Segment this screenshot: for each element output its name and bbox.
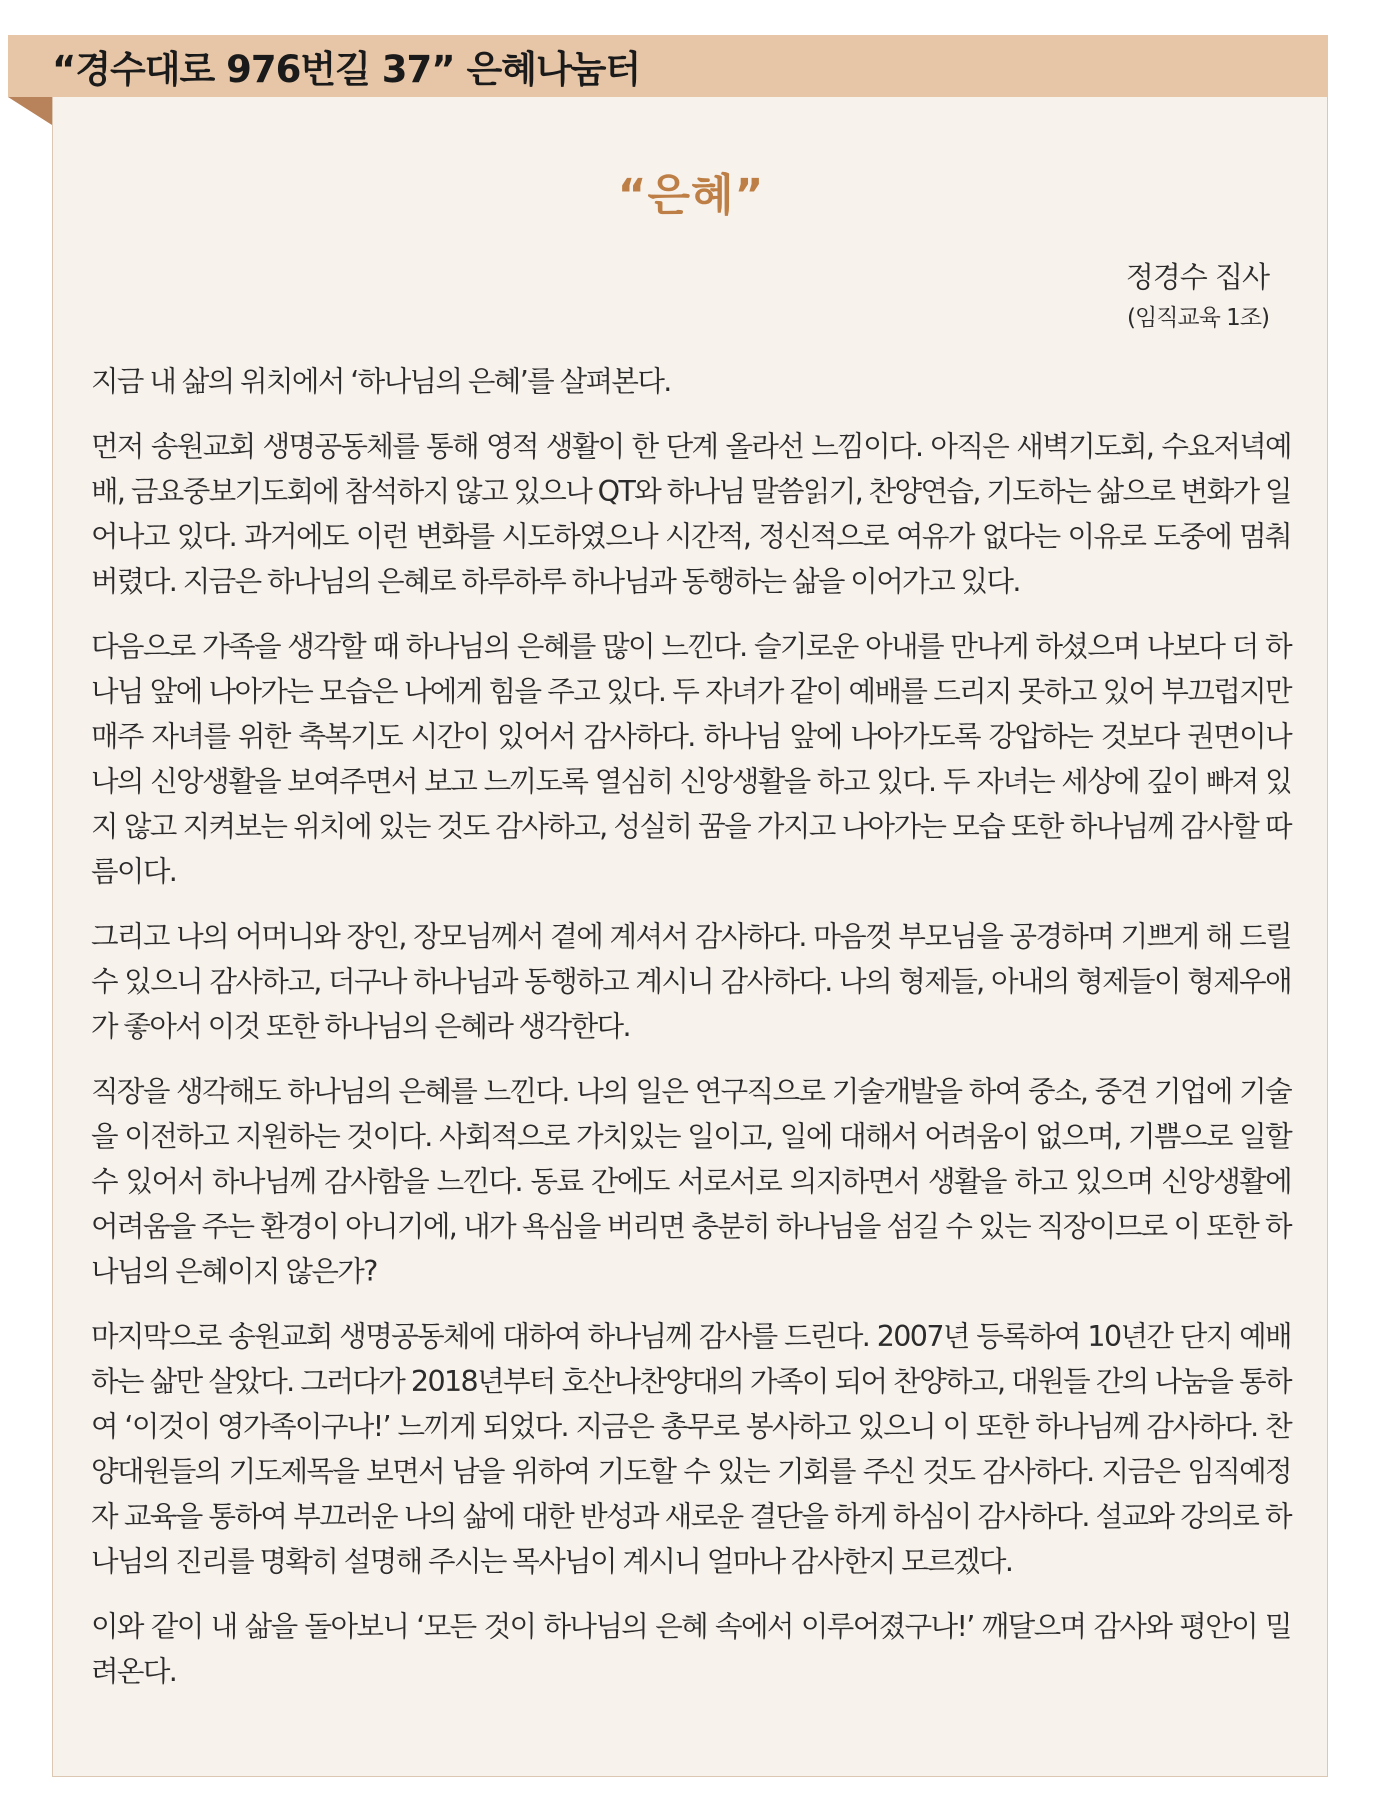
article-body [91,359,1291,1714]
paragraph: 지금 내 삶의 위치에서 ‘하나님의 은혜’를 살펴본다. [91,365,671,398]
author-note: (임직교육 1조) [1127,305,1269,331]
paragraph: 직장을 생각해도 하나님의 은혜를 느낀다. 나의 일은 연구직으로 기술개발을 하여 중소, 중견 기업에 기술을 이전하고 지원하는 것이다. 사회적으로 가치있는 일이고, 일에 대해서 어려움이 없으며, 기쁨으로 일할 수 있어서 하나님께 감사함을 느낀다. 동료 간에도 서로서로 의지하면서 생활을 하고 있으며 신앙생활에 어려움을 주는 환경이 아니기에, 내가 욕심을 버리면 충분히 하나님을 섬길 수 있는 직장이므로 이 또한 하나님의 은혜이지 않은가? [91,1075,1291,1288]
section-title: “경수대로 976번길 37” 은혜나눔터 [52,48,641,91]
article-title: “은혜” [617,170,765,221]
paragraph: 마지막으로 송원교회 생명공동체에 대하여 하나님께 감사를 드린다. 2007년 등록하여 10년간 단지 예배하는 삶만 살았다. 그러다가 2018년부터 호산나찬양대의 가족이 되어 찬양하고, 대원들 간의 나눔을 통하여 ‘이것이 영가족이구나!’ 느끼게 되었다. 지금은 총무로 봉사하고 있으니 이 또한 하나님께 감사하다. 찬양대원들의 기도제목을 보면서 남을 위하여 기도할 수 있는 기회를 주신 것도 감사하다. 지금은 임직예정자 교육을 통하여 부끄러운 나의 삶에 대한 반성과 새로운 결단을 하게 하심이 감사하다. 설교와 강의로 하나님의 진리를 명확히 설명해 주시는 목사님이 계시니 얼마나 감사한지 모르겠다. [91,1320,1291,1578]
paragraph: 이와 같이 내 삶을 돌아보니 ‘모든 것이 하나님의 은혜 속에서 이루어졌구나!’ 깨달으며 감사와 평안이 밀려온다. [91,1610,1291,1688]
banner-fold [8,97,52,125]
section-banner [8,35,1328,97]
paragraph: 그리고 나의 어머니와 장인, 장모님께서 곁에 계셔서 감사하다. 마음껏 부모님을 공경하며 기쁘게 해 드릴 수 있으니 감사하고, 더구나 하나님과 동행하고 계시니 감사하다. 나의 형제들, 아내의 형제들이 형제우애가 좋아서 이것 또한 하나님의 은혜라 생각한다. [91,920,1291,1043]
author-name: 정경수 집사 [1125,260,1269,294]
article-panel [52,97,1328,1777]
paragraph: 다음으로 가족을 생각할 때 하나님의 은혜를 많이 느낀다. 슬기로운 아내를 만나게 하셨으며 나보다 더 하나님 앞에 나아가는 모습은 나에게 힘을 주고 있다. 두 자녀가 같이 예배를 드리지 못하고 있어 부끄럽지만 매주 자녀를 위한 축복기도 시간이 있어서 감사하다. 하나님 앞에 나아가도록 강압하는 것보다 권면이나 나의 신앙생활을 보여주면서 보고 느끼도록 열심히 신앙생활을 하고 있다. 두 자녀는 세상에 깊이 빠져 있지 않고 지켜보는 위치에 있는 것도 감사하고, 성실히 꿈을 가지고 나아가는 모습 또한 하나님께 감사할 따름이다. [91,630,1291,888]
paragraph: 먼저 송원교회 생명공동체를 통해 영적 생활이 한 단계 올라선 느낌이다. 아직은 새벽기도회, 수요저녁예배, 금요중보기도회에 참석하지 않고 있으나 QT와 하나님 말씀읽기, 찬양연습, 기도하는 삶으로 변화가 일어나고 있다. 과거에도 이런 변화를 시도하였으나 시간적, 정신적으로 여유가 없다는 이유로 도중에 멈춰버렸다. 지금은 하나님의 은혜로 하루하루 하나님과 동행하는 삶을 이어가고 있다. [91,430,1291,598]
